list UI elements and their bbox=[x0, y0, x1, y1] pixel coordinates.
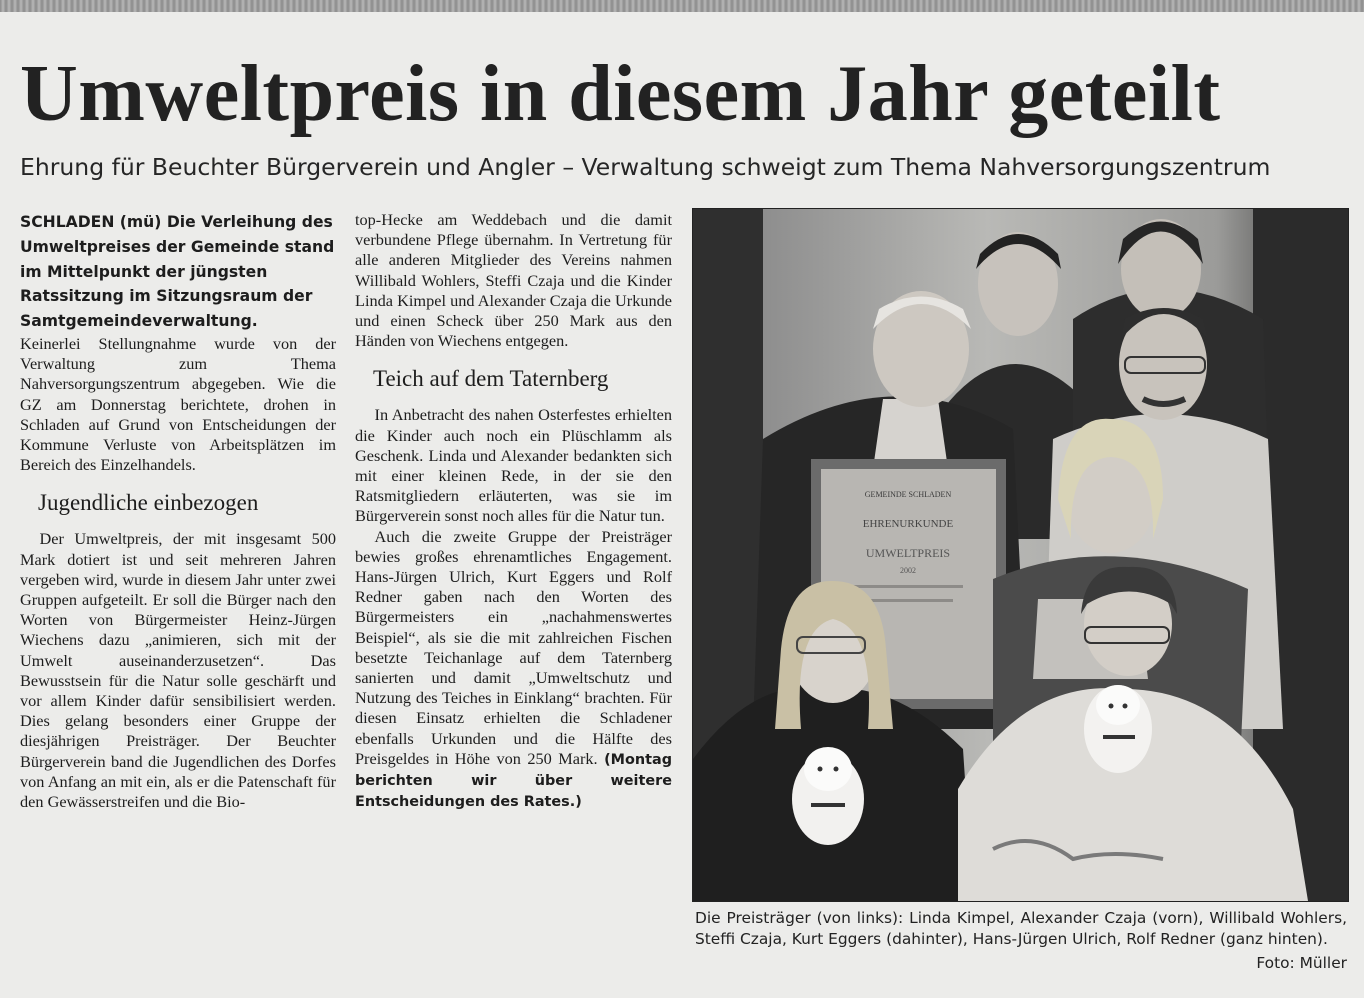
column1-paragraph-2: Der Umweltpreis, der mit insgesamt 500 Mark dotiert ist und seit mehreren Jahren vergeben wird, wurde in diesem Jahr unter zwei Gruppen aufgeteilt. Er soll die Bürger nach den Worten von Bürgermeister Heinz-Jürgen Wiechens dazu „animieren, sich mit der Umwelt auseinanderzusetzen“. Das Bewusstsein für die Natur solle geschärft und vor allem Kinder dafür sensibilisiert werden. Dies gelang besonders einer Gruppe der diesjährigen Preisträger. Der Beuchter Bürgerverein band die Jugendlichen des Dorfes von Anfang an mit ein, als er die Patenschaft für den Gewässerstreifen und die Bio- bbox=[20, 529, 336, 812]
certificate-line-1: GEMEINDE SCHLADEN bbox=[864, 490, 952, 499]
closing-note: (Montag berichten wir über weitere Entscheidungen des Rates.) bbox=[355, 751, 672, 811]
column2-paragraph-1: top-Hecke am Weddebach und die damit verbundene Pflege übernahm. In Vertretung für alle anderen Mitglieder des Vereins nahmen Willibald Wohlers, Steffi Czaja und die Kinder Linda Kimpel und Alexander Czaja die Urkunde und einen Scheck über 250 Mark aus den Händen von Wiechens entgegen. bbox=[355, 210, 672, 351]
article-column-1 bbox=[20, 210, 336, 812]
photo-illustration bbox=[693, 209, 1348, 901]
photo-credit: Foto: Müller bbox=[1256, 954, 1347, 972]
subheading-teich: Teich auf dem Taternberg bbox=[373, 366, 609, 392]
plush-lamb-right bbox=[1084, 685, 1152, 773]
certificate-line-2: EHRENURKUNDE bbox=[862, 518, 954, 530]
photo-caption: Die Preisträger (von links): Linda Kimpel, Alexander Czaja (vorn), Willibald Wohlers, Steffi Czaja, Kurt Eggers (dahinter), Hans-Jürgen Ulrich, Rolf Redner (ganz hinten). bbox=[695, 909, 1347, 948]
subheadline: Ehrung für Beuchter Bürgerverein und Angler – Verwaltung schweigt zum Thema Nahversorgungszentrum bbox=[20, 153, 1271, 181]
group-photo bbox=[692, 208, 1349, 902]
headline: Umweltpreis in diesem Jahr geteilt bbox=[20, 50, 1221, 138]
column2-paragraph-2: In Anbetracht des nahen Osterfestes erhielten die Kinder auch noch ein Plüschlamm als Geschenk. Linda und Alexander bedankten sich mit einer kleinen Rede, in der sie den Ratsmitgliedern erläuterten, was sie im Bürgerverein sonst noch alles für die Natur tun. bbox=[355, 405, 672, 526]
column2-paragraph-3 bbox=[355, 527, 672, 813]
subheading-jugendliche: Jugendliche einbezogen bbox=[38, 490, 259, 516]
column1-paragraph-1: Keinerlei Stellungnahme wurde von der Verwaltung zum Thema Nahversorgungszentrum abgegeben. Wie die GZ am Donnerstag berichtete, drohen in Schladen auf Grund von Entscheidungen der Kommune Verluste von Arbeitsplätzen im Bereich des Einzelhandels. bbox=[20, 333, 336, 475]
column2-paragraph-3-text: Auch die zweite Gruppe der Preisträger bewies großes ehrenamtliches Engagement. Hans-Jürgen Ulrich, Kurt Eggers und Rolf Redner gaben nach den Worten des Bürgermeisters ein „nachahmenswertes Beispiel“, als sie die mit zahlreichen Fischen besetzte Teichanlage auf dem Taternberg sanierten und damit „Umweltschutz und Nutzung des Teiches in Einklang“ brachten. Für diesen Einsatz erhielten die Schladener ebenfalls Urkunden und die Hälfte des Preisgeldes in Höhe von 250 Mark. bbox=[355, 526, 672, 768]
article-column-2 bbox=[355, 210, 672, 812]
certificate-line-3: UMWELTPREIS bbox=[865, 546, 951, 560]
certificate-line-4: 2002 bbox=[900, 566, 916, 575]
page-top-band bbox=[0, 0, 1364, 12]
lead-paragraph: SCHLADEN (mü) Die Verleihung des Umweltpreises der Gemeinde stand im Mittelpunkt der jüngsten Ratssitzung im Sitzungsraum der Samtgemeindeverwaltung. bbox=[20, 213, 335, 331]
